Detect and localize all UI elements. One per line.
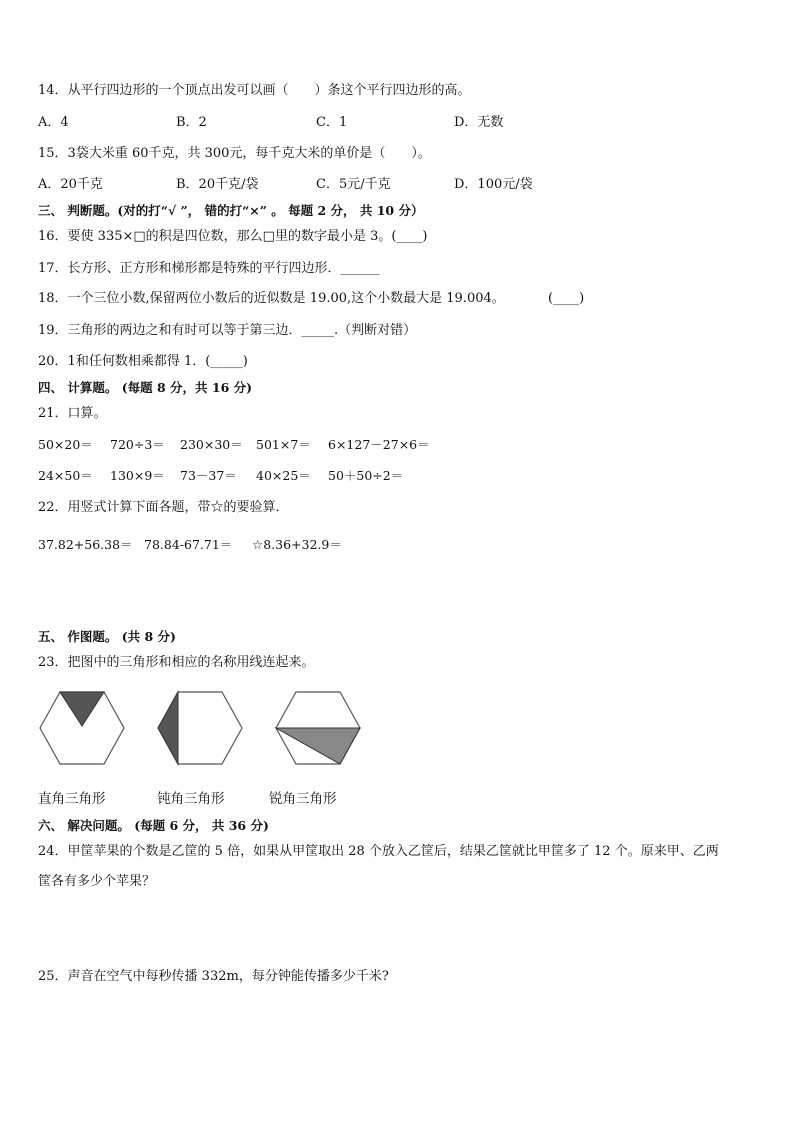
label-obtuse-triangle: 钝角三角形: [157, 791, 225, 807]
q15-option-b: B．20千克/袋: [176, 177, 259, 192]
q21-calc: 50×20＝: [38, 437, 93, 452]
q24-line2: 筐各有多少个苹果？: [38, 874, 156, 889]
q19-text: 19．三角形的两边之和有时可以等于第三边．_____.（判断对错）: [38, 323, 417, 338]
q21-calc: 130×9＝: [110, 468, 165, 483]
q21-calc: 6×127－27×6＝: [328, 437, 430, 452]
q21-calc: 40×25＝: [256, 468, 311, 483]
q22-stem: 22．用竖式计算下面各题，带☆的要验算．: [38, 500, 289, 515]
obtuse-triangle-shape: [158, 692, 178, 764]
hexagon-acute-triangle-figure: [274, 690, 362, 766]
hexagon-obtuse-triangle-figure: [156, 690, 244, 766]
q24-line1: 24．甲筐苹果的个数是乙筐的 5 倍，如果从甲筐取出 28 个放入乙筐后，结果乙筐就比甲筐多了 12 个。原来甲、乙两: [38, 844, 719, 859]
q14-option-a: A．4: [38, 115, 69, 130]
q21-calc: 50＋50÷2＝: [328, 468, 404, 483]
q22-item: 37.82+56.38＝: [38, 537, 133, 552]
q15-option-c: C．5元/千克: [316, 177, 391, 192]
q15-option-d: D．100元/袋: [454, 177, 533, 192]
q21-calc: 230×30＝: [180, 437, 243, 452]
q18-blank: (____): [548, 291, 585, 306]
label-right-triangle: 直角三角形: [38, 791, 106, 807]
q22-item: ☆8.36+32.9＝: [252, 537, 342, 552]
hexagon-right-triangle-figure: [38, 690, 126, 766]
q22-item: 78.84-67.71＝: [144, 537, 233, 552]
q14-option-d: D．无数: [454, 115, 504, 130]
q18-text: 18．一个三位小数,保留两位小数后的近似数是 19.00,这个小数最大是 19.004。: [38, 291, 505, 306]
q21-calc: 720÷3＝: [110, 437, 165, 452]
q15-stem: 15．3袋大米重 60千克，共 300元，每千克大米的单价是（ ）。: [38, 146, 431, 161]
section4-title: 四、 计算题。 (每题 8 分，共 16 分): [38, 380, 253, 395]
q21-calc: 501×7＝: [256, 437, 311, 452]
q21-calc: 24×50＝: [38, 468, 93, 483]
q15-option-a: A．20千克: [38, 177, 103, 192]
q16-text: 16．要使 335×□的积是四位数，那么□里的数字最小是 3。(____): [38, 229, 428, 244]
q21-calc: 73－37＝: [180, 468, 237, 483]
q23-stem: 23．把图中的三角形和相应的名称用线连起来。: [38, 655, 315, 670]
q17-text: 17．长方形、正方形和梯形都是特殊的平行四边形．______: [38, 261, 380, 276]
section3-title: 三、 判断题。(对的打“√ ”， 错的打“×” 。 每题 2 分， 共 10 分）: [38, 203, 424, 218]
label-acute-triangle: 锐角三角形: [269, 791, 337, 807]
q14-stem: 14．从平行四边形的一个顶点出发可以画（ ）条这个平行四边形的高。: [38, 83, 471, 98]
section5-title: 五、 作图题。 (共 8 分): [38, 629, 176, 644]
q21-stem: 21．口算。: [38, 406, 107, 421]
q14-option-b: B．2: [176, 115, 207, 130]
section6-title: 六、 解决问题。 (每题 6 分， 共 36 分): [38, 818, 269, 833]
q14-option-c: C．1: [316, 115, 348, 130]
q25-text: 25．声音在空气中每秒传播 332m，每分钟能传播多少千米?: [38, 969, 389, 984]
q20-text: 20．1和任何数相乘都得 1．(_____): [38, 354, 248, 369]
